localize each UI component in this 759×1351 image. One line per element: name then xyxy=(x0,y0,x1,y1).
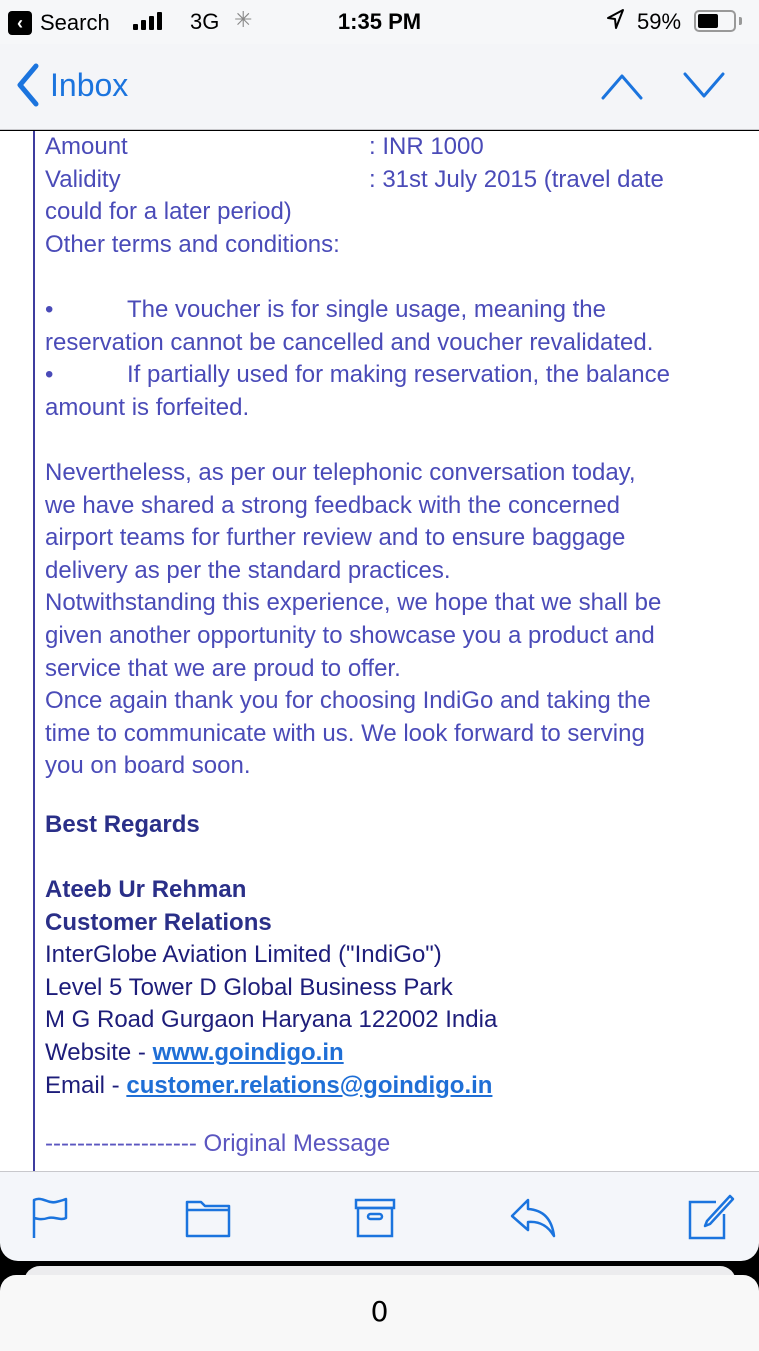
battery-icon xyxy=(694,10,736,32)
email-body[interactable] xyxy=(0,131,759,1171)
paragraph-line: you on board soon. xyxy=(45,752,251,780)
website-label: Website - xyxy=(45,1039,153,1067)
inbox-back-button[interactable] xyxy=(14,62,128,108)
move-folder-button[interactable] xyxy=(183,1192,233,1242)
paragraph-line: Nevertheless, as per our telephonic conversation today, xyxy=(45,458,636,486)
quoted-message xyxy=(45,131,745,1193)
validity-continued: could for a later period) xyxy=(45,198,292,226)
next-message-button[interactable] xyxy=(682,70,726,102)
closing: Best Regards xyxy=(45,810,200,838)
email-label: Email - xyxy=(45,1071,127,1099)
network-type: 3G xyxy=(190,9,220,34)
chevron-up-icon xyxy=(600,70,644,102)
signature-address-1: Level 5 Tower D Global Business Park xyxy=(45,973,453,1001)
location-arrow-icon xyxy=(605,8,625,36)
chevron-down-icon xyxy=(682,70,726,102)
flag-button[interactable] xyxy=(24,1192,74,1242)
bullet-text-continued: reservation cannot be cancelled and voucher revalidated. xyxy=(45,328,654,356)
field-label: Amount xyxy=(45,133,128,160)
status-bar xyxy=(0,0,759,44)
terms-heading: Other terms and conditions: xyxy=(45,230,340,258)
archive-button[interactable] xyxy=(350,1192,400,1242)
original-message-divider xyxy=(45,1128,745,1161)
archive-box-icon xyxy=(350,1192,400,1242)
signature-department: Customer Relations xyxy=(45,908,272,936)
bullet-text: If partially used for making reservation, the balance xyxy=(127,361,670,389)
chevron-left-icon xyxy=(14,62,44,108)
back-app-label: Search xyxy=(40,10,110,35)
bullet-item xyxy=(45,294,745,327)
signature-address-2: M G Road Gurgaon Haryana 122002 India xyxy=(45,1006,498,1034)
bullet-text-continued: amount is forfeited. xyxy=(45,393,250,421)
signature-name: Ateeb Ur Rehman xyxy=(45,876,247,904)
paragraph-line: we have shared a strong feedback with the concerned xyxy=(45,491,621,519)
previous-message-button[interactable] xyxy=(600,70,644,102)
divider-dashes: ------------------- xyxy=(45,1130,197,1158)
inbox-back-label: Inbox xyxy=(50,66,129,103)
paragraph-line: service that we are proud to offer. xyxy=(45,654,401,682)
compose-icon xyxy=(686,1192,736,1242)
battery-percent: 59% xyxy=(637,9,682,34)
flag-icon xyxy=(24,1192,74,1242)
paragraph-line: given another opportunity to showcase you a product and xyxy=(45,621,655,649)
paragraph-line: airport teams for further review and to ensure baggage xyxy=(45,524,626,552)
paragraph-line: Once again thank you for choosing IndiGo and taking the xyxy=(45,687,651,715)
chevron-left-icon: ‹ xyxy=(8,11,32,35)
email-link[interactable]: customer.relations@goindigo.in xyxy=(126,1071,493,1099)
bullet-marker: • xyxy=(45,295,54,323)
field-value: : INR 1000 xyxy=(369,133,484,160)
field-row-validity xyxy=(45,164,745,197)
signature-email-row xyxy=(45,1070,745,1103)
quote-bar xyxy=(33,131,35,1171)
signature-website-row xyxy=(45,1037,745,1070)
original-message-label: Original Message xyxy=(196,1130,391,1158)
field-value: : 31st July 2015 (travel date xyxy=(369,165,664,193)
reply-icon xyxy=(508,1192,558,1242)
paragraph-line: time to communicate with us. We look forward to serving xyxy=(45,719,645,747)
clock: 1:35 PM xyxy=(337,9,422,34)
bullet-item xyxy=(45,359,745,392)
bottom-sheet[interactable] xyxy=(0,1275,759,1351)
field-row-amount xyxy=(45,131,745,164)
paragraph-line: Notwithstanding this experience, we hope that we shall be xyxy=(45,589,662,617)
field-label: Validity xyxy=(45,165,121,193)
reply-button[interactable] xyxy=(508,1192,558,1242)
battery-tip xyxy=(739,17,742,25)
battery-fill xyxy=(698,14,718,28)
spinner-icon: ✳ xyxy=(234,7,253,32)
paragraph-line: delivery as per the standard practices. xyxy=(45,556,451,584)
bottom-toolbar xyxy=(0,1171,759,1261)
nav-bar xyxy=(0,44,759,130)
compose-button[interactable] xyxy=(686,1192,736,1242)
folder-icon xyxy=(183,1192,233,1242)
website-link[interactable]: www.goindigo.in xyxy=(152,1039,344,1067)
signature-company: InterGlobe Aviation Limited ("IndiGo") xyxy=(45,941,442,969)
bullet-marker: • xyxy=(45,361,54,389)
bullet-text: The voucher is for single usage, meaning the xyxy=(127,295,606,323)
sheet-count: 0 xyxy=(370,1295,389,1328)
